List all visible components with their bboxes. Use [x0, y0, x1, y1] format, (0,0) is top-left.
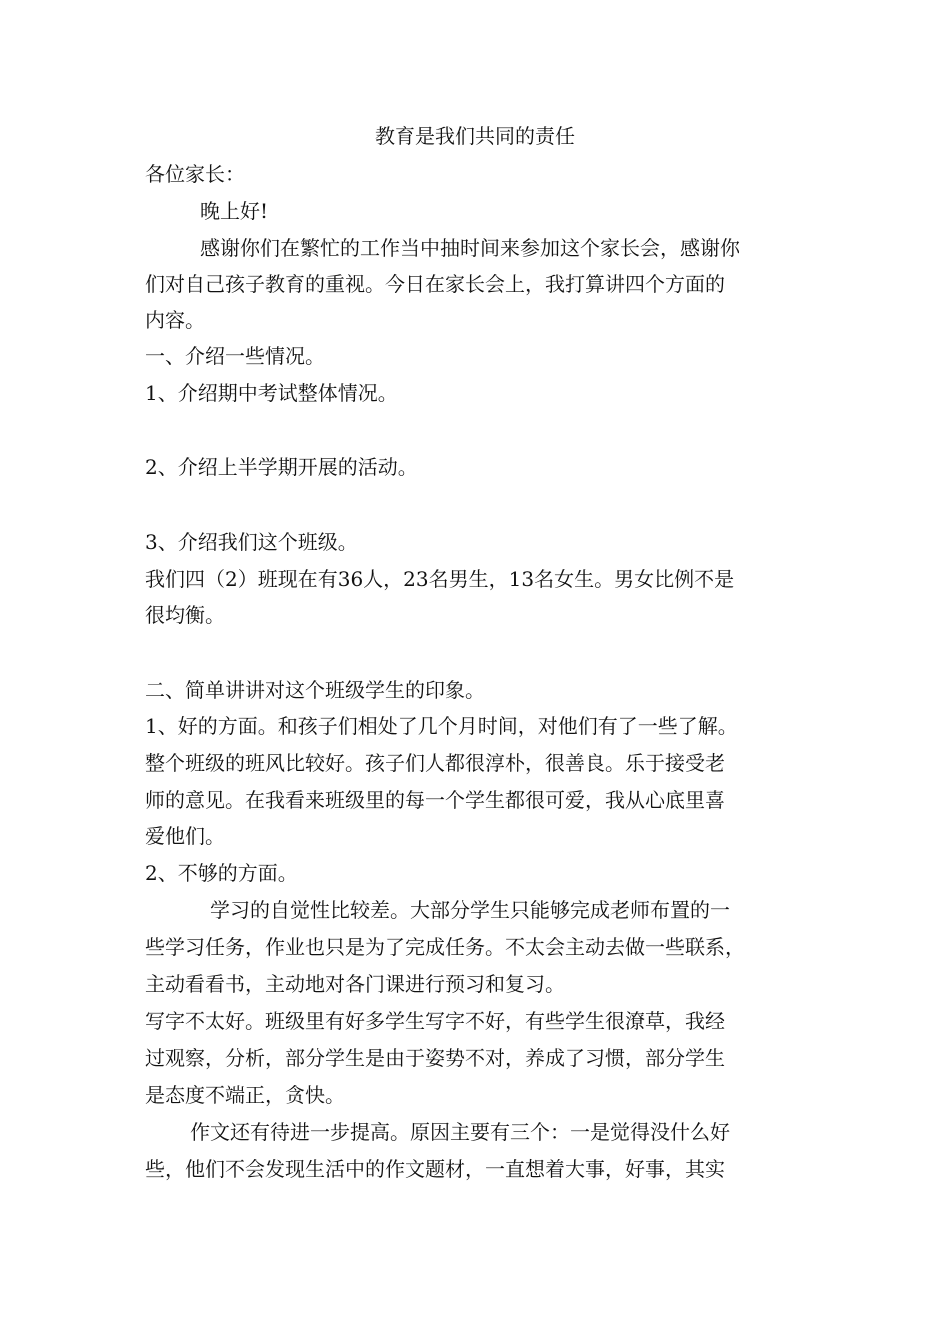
section-heading: 二、简单讲讲对这个班级学生的印象。 — [145, 678, 485, 702]
list-item: 3、介绍我们这个班级。 — [145, 530, 358, 554]
paragraph-line: 主动看看书，主动地对各门课进行预习和复习。 — [145, 972, 565, 996]
list-item: 1、介绍期中考试整体情况。 — [145, 381, 398, 405]
paragraph-line: 写字不太好。班级里有好多学生写字不好，有些学生很潦草，我经 — [145, 1009, 725, 1033]
paragraph-line: 师的意见。在我看来班级里的每一个学生都很可爱，我从心底里喜 — [145, 788, 725, 812]
paragraph-line: 整个班级的班风比较好。孩子们人都很淳朴，很善良。乐于接受老 — [145, 751, 725, 775]
list-item: 2、介绍上半学期开展的活动。 — [145, 455, 418, 479]
paragraph-line: 内容。 — [145, 308, 205, 332]
paragraph-line: 学习的自觉性比较差。大部分学生只能够完成老师布置的一 — [210, 898, 730, 922]
document-title: 教育是我们共同的责任 — [375, 124, 575, 148]
paragraph-line: 过观察，分析，部分学生是由于姿势不对，养成了习惯，部分学生 — [145, 1046, 725, 1070]
list-item: 1、好的方面。和孩子们相处了几个月时间，对他们有了一些了解。 — [145, 714, 738, 738]
paragraph-line: 爱他们。 — [145, 824, 225, 848]
list-item: 2、不够的方面。 — [145, 861, 298, 885]
paragraph-line: 们对自己孩子教育的重视。今日在家长会上，我打算讲四个方面的 — [145, 272, 725, 296]
paragraph-line: 感谢你们在繁忙的工作当中抽时间来参加这个家长会，感谢你 — [200, 236, 740, 260]
greeting: 晚上好! — [200, 199, 269, 223]
paragraph-line: 些学习任务，作业也只是为了完成任务。不太会主动去做一些联系， — [145, 935, 745, 959]
paragraph-line: 是态度不端正，贪快。 — [145, 1083, 345, 1107]
section-heading: 一、介绍一些情况。 — [145, 344, 325, 368]
paragraph-line: 我们四（2）班现在有36人，23名男生，13名女生。男女比例不是 — [145, 567, 735, 591]
paragraph-line: 作文还有待进一步提高。原因主要有三个：一是觉得没什么好 — [190, 1120, 730, 1144]
paragraph-line: 些，他们不会发现生活中的作文题材，一直想着大事，好事，其实 — [145, 1157, 725, 1181]
paragraph-line: 很均衡。 — [145, 603, 225, 627]
salutation: 各位家长： — [145, 162, 245, 186]
